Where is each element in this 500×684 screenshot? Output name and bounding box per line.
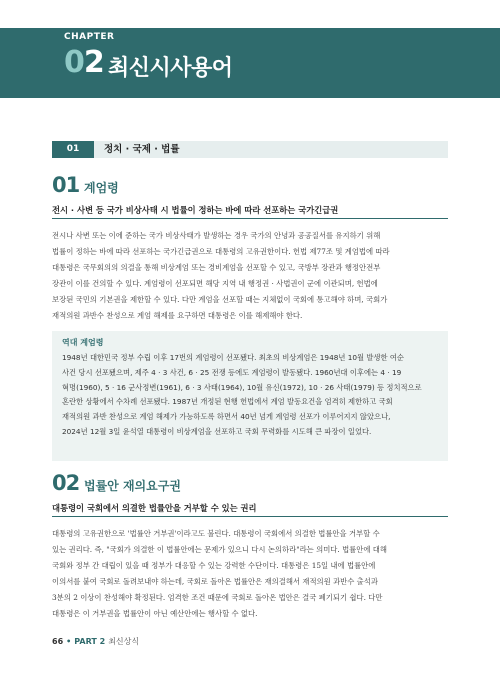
- body-line: 장관이 이를 건의할 수 있다. 계엄령이 선포되면 해당 지역 내 행정권 · 사법권이 군에 이관되며, 헌법에: [52, 279, 378, 288]
- chapter-number: [64, 45, 104, 80]
- body-line: 이의서를 붙여 국회로 돌려보내야 하는데, 국회로 돌아온 법률안은 재의결해서 재적의원 과반수 출석과: [52, 577, 378, 586]
- body-line: 대통령은 국무회의의 의결을 통해 비상계엄 또는 경비계엄을 선포할 수 있고, 국방부 장관과 행정안전부: [52, 263, 381, 272]
- page-number: 66: [52, 637, 64, 646]
- page-footer: [52, 636, 139, 647]
- history-box-title: 역대 계엄령: [62, 338, 104, 347]
- history-line: 혼란한 상황에서 수차례 선포됐다. 1987년 개정된 현행 헌법에서 계엄 발동요건을 엄격히 제한하고 국회: [62, 397, 393, 407]
- history-line: 재적의원 과반 찬성으로 계엄 해제가 가능하도록 하면서 40년 넘게 계엄령 선포가 이루어지지 않았으나,: [62, 412, 391, 422]
- chapter-label: CHAPTER: [64, 32, 115, 42]
- history-box: [52, 331, 448, 461]
- section-bar: [52, 141, 448, 158]
- item-subtitle: 전시 · 사변 등 국가 비상사태 시 법률이 정하는 바에 따라 선포하는 국가긴급권: [52, 205, 339, 215]
- section-title: 정치 · 국제 · 법률: [104, 144, 180, 155]
- body-line: 전시나 사변 또는 이에 준하는 국가 비상사태가 발생하는 경우 국가의 안녕과 공공질서를 유지하기 위해: [52, 231, 381, 240]
- history-line: 1948년 대한민국 정부 수립 이후 17번의 계엄령이 선포됐다. 최초의 비상계엄은 1948년 10월 발생한 여순: [62, 353, 404, 362]
- body-line: 재적의원 과반수 찬성으로 계엄 해제를 요구하면 대통령은 이를 해제해야 한다.: [52, 311, 303, 320]
- history-box-text: [62, 351, 440, 440]
- item-subtitle: 대통령이 국회에서 의결한 법률안을 거부할 수 있는 권리: [52, 503, 257, 513]
- body-line: 보장된 국민의 기본권을 제한할 수 있다. 다만 계엄을 선포할 때는 지체없이 국회에 통고해야 하며, 국회가: [52, 295, 388, 304]
- item-title: 계엄령: [84, 181, 119, 195]
- history-line: 혁명(1960), 5 · 16 군사정변(1961), 6 · 3 사태(1964), 10월 유신(1972), 10 · 26 사태(1979) 등 정치적으로: [62, 382, 422, 392]
- history-line: 사건 당시 선포됐으며, 제주 4 · 3 사건, 6 · 25 전쟁 등에도 계엄령이 발동됐다. 1960년대 이후에는 4 · 19: [62, 367, 402, 377]
- chapter-number-prefix: 0: [64, 45, 84, 80]
- body-line: 대통령은 이 거부권을 법률안이 아닌 예산안에는 행사할 수 없다.: [52, 609, 258, 618]
- body-line: 국회와 정부 간 대립이 있을 때 정부가 대응할 수 있는 강력한 수단이다. 대통령은 15일 내에 법률안에: [52, 561, 376, 570]
- chapter-title: 최신시사용어: [108, 56, 233, 81]
- item-title: 법률안 재의요구권: [84, 479, 181, 493]
- item-divider: [52, 516, 448, 517]
- section-number: 01: [52, 141, 94, 158]
- chapter-number-suffix: 2: [83, 45, 104, 80]
- item-number: 02: [52, 471, 80, 495]
- body-line: 있는 권리다. 즉, "국회가 의결한 이 법률안에는 문제가 있으니 다시 논의하라"라는 의미다. 법률안에 대해: [52, 545, 387, 554]
- part-label: PART 2: [74, 637, 106, 646]
- body-line: 법률이 정하는 바에 따라 선포하는 국가긴급권으로 대통령의 고유권한이다. 헌법 제77조 및 계엄법에 따라: [52, 247, 390, 256]
- bullet-dot-icon: •: [66, 637, 72, 646]
- history-line: 2024년 12월 3일 윤석열 대통령이 비상계엄을 선포하고 국회 무력화를 시도해 큰 파장이 일었다.: [62, 426, 372, 436]
- item-body: [52, 228, 448, 324]
- item-body: [52, 526, 448, 622]
- body-line: 대통령의 고유권한으로 '법률안 거부권'이라고도 불린다. 대통령이 국회에서 의결한 법률안을 거부할 수: [52, 529, 380, 538]
- item-divider: [52, 218, 448, 219]
- body-line: 3분의 2 이상이 찬성해야 확정된다. 엄격한 조건 때문에 국회로 돌아온 법안은 결국 폐기되기 쉽다. 다만: [52, 593, 383, 602]
- part-title: 최신상식: [108, 637, 140, 646]
- item-number: 01: [52, 173, 80, 197]
